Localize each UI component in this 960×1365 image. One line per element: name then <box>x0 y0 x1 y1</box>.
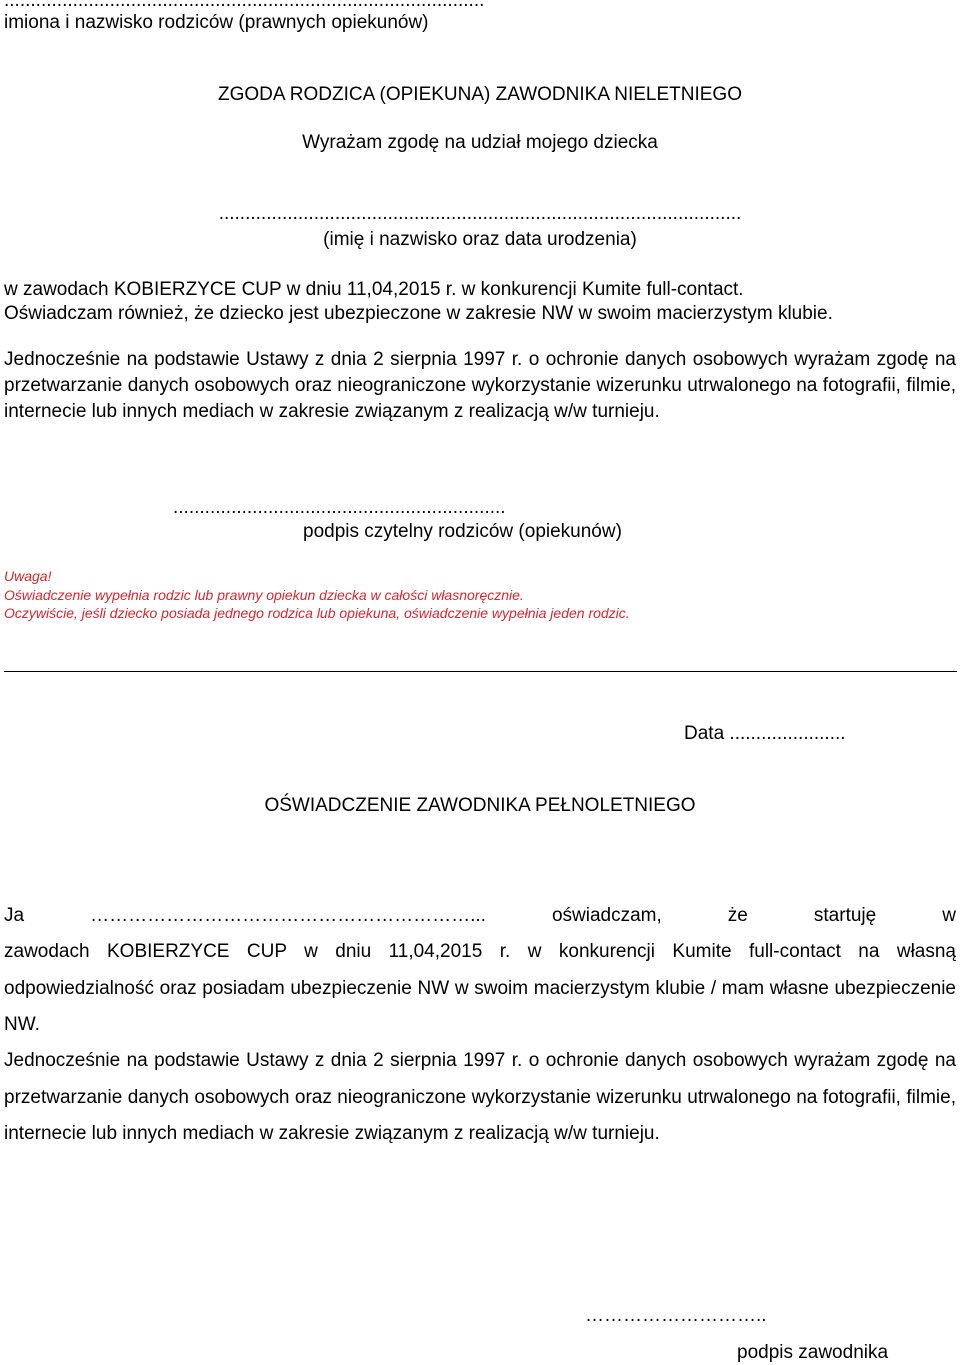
parents-name-caption: imiona i nazwisko rodziców (prawnych opiekunów) <box>4 12 429 33</box>
ja-label: Ja <box>4 905 25 926</box>
parents-name-dots: ........................................................................................... <box>4 0 485 11</box>
adult-statement-first-line <box>4 905 956 927</box>
adult-statement-title: OŚWIADCZENIE ZAWODNIKA PEŁNOLETNIEGO <box>264 795 696 816</box>
note-title: Uwaga! <box>4 568 52 584</box>
in-word: w <box>942 905 956 926</box>
note-line-2: Oczywiście, jeśli dziecko posiada jednego rodzica lub opiekuna, oświadczenie wypełnia jeden rodzic. <box>4 605 630 621</box>
adult-statement-continued: zawodach KOBIERZYCE CUP w dniu 11,04,2015 r. w konkurencji Kumite full-contact na własną odpowiedzialność oraz posiadam ubezpieczenie NW w swoim macierzystym klubie / mam własne ubezpieczenie NW. <box>4 941 956 1035</box>
declare-word: oświadczam, <box>551 905 662 926</box>
section-divider <box>4 671 957 672</box>
consent-line: Wyrażam zgodę na udział mojego dziecka <box>302 132 658 153</box>
name-dots: ……………………………………………………... <box>90 905 486 926</box>
adult-gdpr-paragraph: Jednocześnie na podstawie Ustawy z dnia 2 sierpnia 1997 r. o ochronie danych osobowych wyrażam zgodę na przetwarzanie danych osobowych oraz nieograniczone wykorzystanie wizerunku utrwalonego na fotografii, filmie, internecie lub innych mediach w zakresie związanym z realizacją w/w turnieju. <box>4 1050 956 1144</box>
parent-signature-dots: ............................................................... <box>173 497 506 518</box>
that-word: że <box>727 905 748 926</box>
adult-signature-dots: ……………………….. <box>585 1305 767 1326</box>
child-name-dots: ................................................................................................... <box>218 203 742 224</box>
insurance-line: Oświadczam również, że dziecko jest ubezpieczone w zakresie NW w swoim macierzystym klubie. <box>4 303 833 324</box>
parent-signature-caption: podpis czytelny rodziców (opiekunów) <box>303 521 622 542</box>
child-name-caption: (imię i nazwisko oraz data urodzenia) <box>323 229 637 250</box>
event-line: w zawodach KOBIERZYCE CUP w dniu 11,04,2015 r. w konkurencji Kumite full-contact. <box>4 279 744 300</box>
date-field: Data ...................... <box>684 723 846 744</box>
parent-gdpr-paragraph: Jednocześnie na podstawie Ustawy z dnia 2 sierpnia 1997 r. o ochronie danych osobowych wyrażam zgodę na przetwarzanie danych osobowych oraz nieograniczone wykorzystanie wizerunku utrwalonego na fotografii, filmie, internecie lub innych mediach w zakresie związanym z realizacją w/w turnieju. <box>4 349 956 422</box>
compete-word: startuję <box>813 905 877 926</box>
note-line-1: Oświadczenie wypełnia rodzic lub prawny opiekun dziecka w całości własnoręcznie. <box>4 587 524 603</box>
adult-signature-caption: podpis zawodnika <box>737 1342 889 1363</box>
parent-consent-title: ZGODA RODZICA (OPIEKUNA) ZAWODNIKA NIELETNIEGO <box>218 84 742 105</box>
